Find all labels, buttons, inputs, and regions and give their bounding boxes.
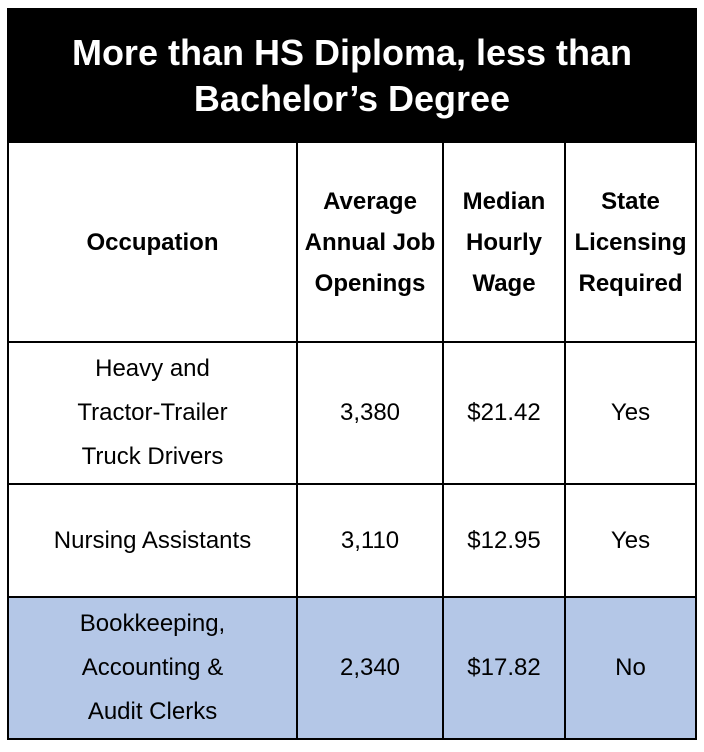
openings-cell: 3,380 xyxy=(297,342,443,484)
table-row xyxy=(8,342,696,484)
openings-cell: 2,340 xyxy=(297,597,443,739)
table-row-highlighted xyxy=(8,597,696,739)
table-row xyxy=(8,484,696,597)
column-header-licensing: State Licensing Required xyxy=(565,142,696,342)
wage-cell: $17.82 xyxy=(443,597,565,739)
occupation-table-container xyxy=(7,8,695,743)
occupation-table xyxy=(7,8,697,740)
licensing-cell: No xyxy=(565,597,696,739)
occupation-cell: Heavy and Tractor-Trailer Truck Drivers xyxy=(8,342,297,484)
occupation-cell: Bookkeeping, Accounting & Audit Clerks xyxy=(8,597,297,739)
wage-cell: $12.95 xyxy=(443,484,565,597)
licensing-cell: Yes xyxy=(565,484,696,597)
column-header-openings: Average Annual Job Openings xyxy=(297,142,443,342)
title-row xyxy=(8,9,696,142)
wage-cell: $21.42 xyxy=(443,342,565,484)
openings-cell: 3,110 xyxy=(297,484,443,597)
table-title: More than HS Diploma, less than Bachelor’s Degree xyxy=(8,9,696,142)
column-header-occupation: Occupation xyxy=(8,142,297,342)
licensing-cell: Yes xyxy=(565,342,696,484)
column-header-wage: Median Hourly Wage xyxy=(443,142,565,342)
occupation-cell: Nursing Assistants xyxy=(8,484,297,597)
header-row xyxy=(8,142,696,342)
